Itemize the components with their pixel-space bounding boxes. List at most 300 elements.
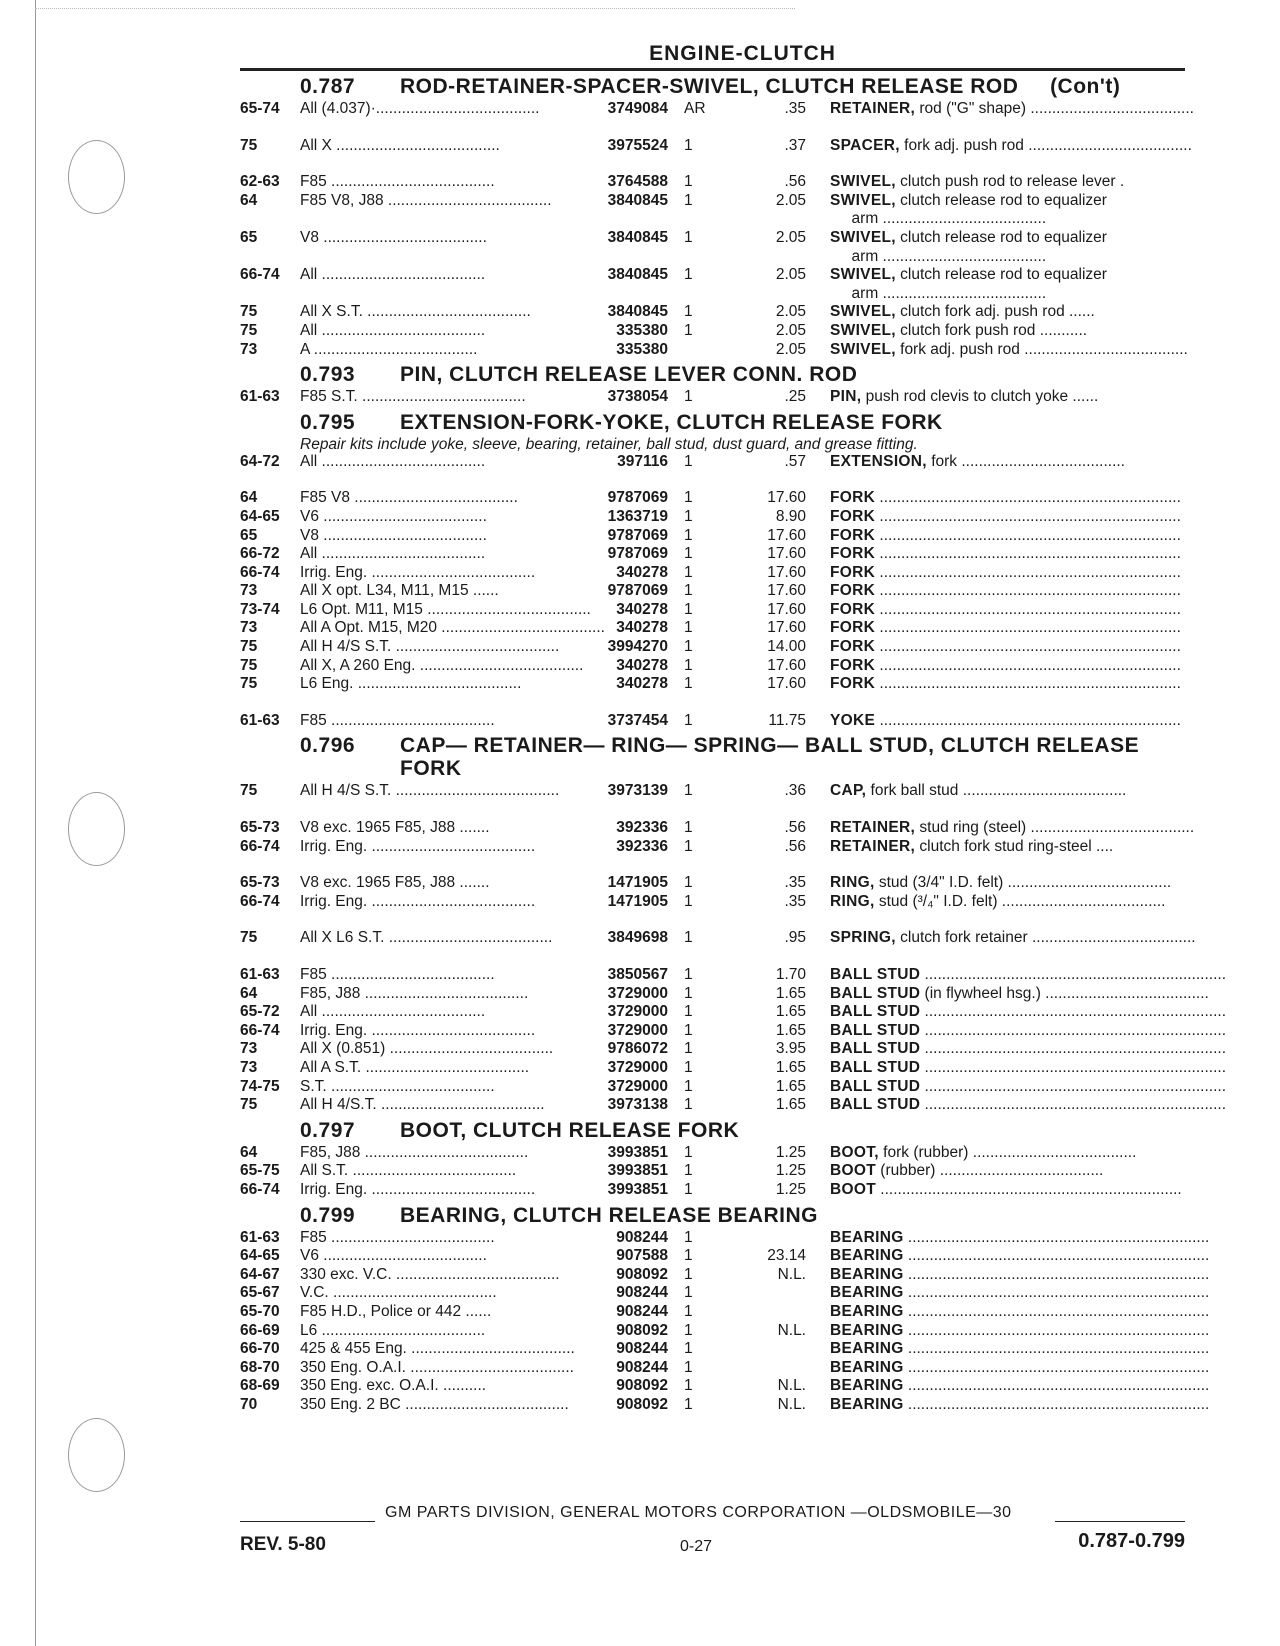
section-number: 0.795 bbox=[300, 410, 356, 434]
part-number-cell: 908244 bbox=[616, 1302, 668, 1320]
price-cell: N.L. bbox=[777, 1377, 806, 1395]
year-cell: 66-74 bbox=[240, 892, 280, 910]
description-cell bbox=[830, 601, 1185, 620]
section-title: BOOT, CLUTCH RELEASE FORK bbox=[400, 1118, 740, 1142]
model-cell: All ...................................... bbox=[300, 1003, 486, 1021]
description-cell bbox=[830, 1247, 1209, 1266]
year-cell: 61-63 bbox=[240, 388, 280, 406]
quantity-cell: 1 bbox=[684, 1077, 693, 1095]
description-text: ...................................................................... bbox=[903, 1228, 1210, 1246]
section-heading bbox=[240, 363, 1185, 386]
description-text: ...................................................................... bbox=[903, 1358, 1210, 1376]
description-cell bbox=[830, 210, 1185, 229]
part-row bbox=[240, 1040, 1227, 1059]
model-cell: F85 V8, J88 ...................................... bbox=[300, 191, 552, 209]
description-keyword: EXTENSION, bbox=[830, 452, 927, 470]
model-cell: All H 4/S S.T. ...................................... bbox=[300, 782, 560, 800]
price-cell: 1.65 bbox=[775, 1003, 806, 1021]
part-number-cell: 3975524 bbox=[607, 136, 668, 154]
year-cell: 62-63 bbox=[240, 173, 280, 191]
part-row bbox=[240, 893, 1185, 912]
price-cell: 17.60 bbox=[767, 545, 806, 563]
year-cell: 65-67 bbox=[240, 1284, 280, 1302]
year-cell: 64 bbox=[240, 984, 258, 1002]
description-cell bbox=[830, 100, 1194, 119]
model-cell: All S.T. ...................................... bbox=[300, 1162, 517, 1180]
year-cell: 66-74 bbox=[240, 1021, 280, 1039]
price-cell: .56 bbox=[784, 173, 806, 191]
description-cell bbox=[830, 1266, 1209, 1285]
description-keyword: YOKE bbox=[830, 711, 876, 729]
quantity-cell: 1 bbox=[684, 874, 693, 892]
part-row bbox=[240, 1162, 1185, 1181]
description-cell bbox=[830, 619, 1185, 638]
description-keyword: SWIVEL, bbox=[830, 228, 896, 246]
quantity-cell: 1 bbox=[684, 1096, 693, 1114]
description-text: ...................................................................... bbox=[875, 656, 1181, 674]
catalog-page bbox=[240, 42, 1227, 1414]
price-cell: 2.05 bbox=[775, 303, 806, 321]
quantity-cell: 1 bbox=[684, 1228, 693, 1246]
model-cell: L6 ...................................... bbox=[300, 1321, 486, 1339]
description-cell bbox=[830, 1284, 1209, 1303]
description-text: clutch fork adj. push rod ...... bbox=[895, 303, 1095, 321]
quantity-cell: 1 bbox=[684, 966, 693, 983]
model-cell: 330 exc. V.C. ...................................... bbox=[300, 1265, 560, 1283]
price-cell: .57 bbox=[784, 452, 806, 470]
part-number-cell: 3840845 bbox=[607, 303, 668, 321]
part-row bbox=[240, 229, 1185, 248]
description-text: ...................................................................... bbox=[903, 1395, 1210, 1413]
model-cell: Irrig. Eng. ...................................... bbox=[300, 563, 536, 581]
description-text: ...................................................................... bbox=[875, 526, 1181, 544]
description-keyword: BEARING bbox=[830, 1265, 904, 1283]
part-number-cell: 3729000 bbox=[607, 1077, 668, 1095]
quantity-cell: 1 bbox=[684, 1162, 693, 1180]
description-cell bbox=[830, 1229, 1209, 1248]
description-cell bbox=[830, 1003, 1226, 1022]
page-left-edge bbox=[35, 0, 36, 1646]
description-text: ...................................................................... bbox=[920, 1021, 1227, 1039]
description-keyword: SWIVEL, bbox=[830, 173, 896, 191]
description-keyword: FORK bbox=[830, 619, 876, 637]
part-number-cell: 3840845 bbox=[607, 228, 668, 246]
model-cell: All ...................................... bbox=[300, 545, 486, 563]
model-cell: All A Opt. M15, M20 ...................................... bbox=[300, 619, 605, 637]
description-text: ...................................................................... bbox=[920, 1096, 1227, 1114]
page-title: ENGINE-CLUTCH bbox=[649, 42, 836, 65]
quantity-cell: 1 bbox=[684, 266, 693, 284]
price-cell: 23.14 bbox=[767, 1247, 806, 1265]
year-cell: 64 bbox=[240, 489, 258, 507]
description-text: ...................................................................... bbox=[903, 1321, 1210, 1339]
description-keyword: RING, bbox=[830, 874, 875, 892]
part-row bbox=[240, 929, 1196, 948]
description-text: arm ...................................... bbox=[830, 247, 1047, 265]
part-number-cell: 3737454 bbox=[607, 711, 668, 729]
year-cell: 73 bbox=[240, 619, 258, 637]
description-keyword: SPRING, bbox=[830, 929, 896, 947]
model-cell: All A S.T. ...................................... bbox=[300, 1058, 530, 1076]
description-keyword: BALL STUD bbox=[830, 966, 921, 983]
part-row bbox=[240, 1003, 1227, 1022]
description-keyword: BALL STUD bbox=[830, 1077, 921, 1095]
price-cell: 1.25 bbox=[775, 1162, 806, 1180]
description-text: clutch push rod to release lever . bbox=[895, 173, 1125, 191]
description-cell bbox=[830, 192, 1185, 211]
section-title: CAP— RETAINER— RING— SPRING— BALL STUD, CLUTCH RELEASE FORK bbox=[400, 734, 1146, 781]
description-cell bbox=[830, 173, 1185, 192]
description-text: fork ...................................... bbox=[926, 452, 1125, 470]
description-cell bbox=[830, 838, 1185, 857]
part-number-cell: 908244 bbox=[616, 1358, 668, 1376]
part-row bbox=[240, 1247, 1210, 1266]
quantity-cell: 1 bbox=[684, 782, 693, 800]
model-cell: All X (0.851) ...................................... bbox=[300, 1040, 554, 1058]
quantity-cell: 1 bbox=[684, 507, 693, 525]
quantity-cell: 1 bbox=[684, 489, 693, 507]
part-row bbox=[240, 173, 1185, 192]
part-number-cell: 9787069 bbox=[607, 489, 668, 507]
part-row bbox=[240, 657, 1185, 676]
year-cell: 66-74 bbox=[240, 266, 280, 284]
part-number-cell: 3993851 bbox=[607, 1162, 668, 1180]
description-cell bbox=[830, 1144, 1185, 1163]
description-text: stud (3/4" I.D. felt) ...................................... bbox=[874, 874, 1172, 892]
description-text: ...................................................................... bbox=[920, 1040, 1227, 1058]
part-number-cell: 3729000 bbox=[607, 1058, 668, 1076]
part-row bbox=[240, 582, 1185, 601]
quantity-cell: 1 bbox=[684, 656, 693, 674]
description-keyword: RETAINER, bbox=[830, 100, 916, 117]
quantity-cell: 1 bbox=[684, 837, 693, 855]
model-cell: F85 V8 ...................................... bbox=[300, 489, 518, 507]
part-row bbox=[240, 1077, 1227, 1097]
model-cell: V8 ...................................... bbox=[300, 228, 487, 246]
model-cell: All X opt. L34, M11, M15 ...... bbox=[300, 582, 499, 600]
part-row bbox=[240, 1228, 1210, 1248]
part-row bbox=[240, 819, 1195, 838]
quantity-cell: 1 bbox=[684, 1247, 693, 1265]
quantity-cell: 1 bbox=[684, 545, 693, 563]
part-number-cell: 907588 bbox=[616, 1247, 668, 1265]
model-cell: 350 Eng. 2 BC ...................................... bbox=[300, 1395, 569, 1413]
description-cell bbox=[830, 1162, 1185, 1181]
description-text: ...................................................................... bbox=[903, 1377, 1210, 1395]
description-text: ...................................................................... bbox=[875, 619, 1181, 637]
section-note: Repair kits include yoke, sleeve, bearing, retainer, ball stud, dust guard, and grease fitting. bbox=[300, 435, 918, 453]
price-cell: .25 bbox=[784, 388, 806, 406]
quantity-cell: 1 bbox=[684, 1377, 693, 1395]
description-text: fork (rubber) ...................................... bbox=[878, 1143, 1137, 1161]
part-number-cell: 3849698 bbox=[607, 929, 668, 947]
section-number: 0.799 bbox=[300, 1203, 356, 1227]
part-number-cell: 9787069 bbox=[607, 526, 668, 544]
description-text: clutch release rod to equalizer bbox=[895, 228, 1107, 246]
price-cell: 1.65 bbox=[775, 1021, 806, 1039]
model-cell: All H 4/S S.T. ...................................... bbox=[300, 638, 560, 656]
description-cell bbox=[830, 638, 1185, 657]
part-number-cell: 9787069 bbox=[607, 582, 668, 600]
model-cell: All H 4/S.T. ...................................... bbox=[300, 1096, 545, 1114]
description-cell bbox=[830, 545, 1185, 564]
model-cell: All X L6 S.T. ...................................... bbox=[300, 929, 553, 947]
part-number-cell: 1471905 bbox=[607, 892, 668, 910]
description-cell bbox=[830, 985, 1209, 1004]
description-keyword: BALL STUD bbox=[830, 1096, 921, 1114]
page-footer bbox=[240, 1500, 1185, 1560]
part-number-cell: 1471905 bbox=[607, 874, 668, 892]
part-number-cell: 340278 bbox=[616, 619, 668, 637]
part-number-cell: 3738054 bbox=[607, 388, 668, 406]
description-keyword: BEARING bbox=[830, 1284, 904, 1302]
year-cell: 68-69 bbox=[240, 1377, 280, 1395]
part-row bbox=[240, 100, 1194, 119]
part-number-cell: 340278 bbox=[616, 675, 668, 693]
year-cell: 75 bbox=[240, 321, 258, 339]
price-cell: 17.60 bbox=[767, 582, 806, 600]
year-cell: 75 bbox=[240, 303, 258, 321]
description-keyword: BEARING bbox=[830, 1340, 904, 1358]
description-text: clutch release rod to equalizer bbox=[895, 266, 1107, 284]
model-cell: L6 Eng. ...................................... bbox=[300, 675, 522, 693]
description-cell bbox=[830, 893, 1185, 912]
part-number-cell: 3840845 bbox=[607, 191, 668, 209]
description-cell bbox=[830, 1340, 1209, 1359]
model-cell: F85 ...................................... bbox=[300, 173, 495, 191]
model-cell: 350 Eng. exc. O.A.I. .......... bbox=[300, 1377, 487, 1395]
description-keyword: BOOT bbox=[830, 1162, 876, 1180]
year-cell: 61-63 bbox=[240, 711, 280, 729]
part-row bbox=[240, 322, 1185, 341]
description-cell bbox=[830, 229, 1185, 248]
year-cell: 65 bbox=[240, 228, 258, 246]
model-cell: V6 ...................................... bbox=[300, 1247, 487, 1265]
section-0-787 bbox=[240, 75, 1194, 359]
description-cell bbox=[830, 1396, 1209, 1415]
part-row bbox=[240, 1302, 1210, 1322]
part-row bbox=[240, 489, 1185, 508]
description-text: ...................................................................... bbox=[903, 1340, 1210, 1358]
part-number-cell: 3850567 bbox=[607, 966, 668, 983]
part-number-cell: 908092 bbox=[616, 1377, 668, 1395]
description-text: ...................................................................... bbox=[875, 1180, 1182, 1198]
year-cell: 65-73 bbox=[240, 819, 280, 837]
year-cell: 64-72 bbox=[240, 452, 280, 470]
section-heading bbox=[240, 1204, 1185, 1227]
description-cell bbox=[830, 582, 1185, 601]
year-cell: 66-70 bbox=[240, 1340, 280, 1358]
description-keyword: BEARING bbox=[830, 1377, 904, 1395]
model-cell: All X ...................................... bbox=[300, 136, 500, 154]
model-cell: V8 ...................................... bbox=[300, 526, 487, 544]
quantity-cell: 1 bbox=[684, 321, 693, 339]
row-spacer bbox=[240, 155, 1185, 173]
part-number-cell: 3840845 bbox=[607, 266, 668, 284]
price-cell: N.L. bbox=[777, 1265, 806, 1283]
price-cell: .35 bbox=[784, 874, 806, 892]
year-cell: 61-63 bbox=[240, 1228, 280, 1246]
description-cell bbox=[830, 322, 1185, 341]
description-keyword: BALL STUD bbox=[830, 1003, 921, 1021]
description-cell bbox=[830, 966, 1226, 985]
year-cell: 75 bbox=[240, 656, 258, 674]
model-cell: 425 & 455 Eng. ...................................... bbox=[300, 1340, 575, 1358]
part-number-cell: 340278 bbox=[616, 600, 668, 618]
description-text: (in flywheel hsg.) ...................................... bbox=[920, 984, 1209, 1002]
part-number-cell: 335380 bbox=[616, 321, 668, 339]
quantity-cell: 1 bbox=[684, 1284, 693, 1302]
price-cell: 17.60 bbox=[767, 489, 806, 507]
description-text: ...................................................................... bbox=[875, 711, 1181, 729]
part-row bbox=[240, 136, 1192, 156]
description-cell bbox=[830, 1322, 1209, 1341]
description-cell bbox=[830, 1022, 1226, 1041]
description-text: (rubber) ...................................... bbox=[875, 1162, 1104, 1180]
description-text: ...................................................................... bbox=[875, 545, 1181, 563]
section-title: PIN, CLUTCH RELEASE LEVER CONN. ROD bbox=[400, 363, 858, 387]
description-text: ...................................................................... bbox=[903, 1284, 1210, 1302]
quantity-cell: 1 bbox=[684, 191, 693, 209]
model-cell: Irrig. Eng. ...................................... bbox=[300, 1021, 536, 1039]
description-cell bbox=[830, 1078, 1226, 1097]
quantity-cell: 1 bbox=[684, 892, 693, 910]
title-rule bbox=[240, 68, 1185, 71]
description-keyword: SWIVEL, bbox=[830, 191, 896, 209]
price-cell: N.L. bbox=[777, 1321, 806, 1339]
quantity-cell: 1 bbox=[684, 600, 693, 618]
price-cell: 2.05 bbox=[775, 266, 806, 284]
description-keyword: SPACER, bbox=[830, 136, 900, 154]
description-cell bbox=[830, 929, 1196, 948]
model-cell: V6 ...................................... bbox=[300, 507, 487, 525]
part-row bbox=[240, 838, 1185, 857]
price-cell: 14.00 bbox=[767, 638, 806, 656]
quantity-cell: 1 bbox=[684, 1143, 693, 1161]
model-cell: All (4.037)·...................................... bbox=[300, 100, 540, 117]
row-spacer bbox=[240, 119, 1185, 137]
description-keyword: SWIVEL, bbox=[830, 321, 896, 339]
description-text: arm ...................................... bbox=[830, 210, 1047, 228]
quantity-cell: 1 bbox=[684, 582, 693, 600]
price-cell: 11.75 bbox=[768, 711, 806, 729]
price-cell: 2.05 bbox=[775, 191, 806, 209]
model-cell: All X, A 260 Eng. ...................................... bbox=[300, 656, 584, 674]
part-number-cell: 3764588 bbox=[607, 173, 668, 191]
year-cell: 64-65 bbox=[240, 507, 280, 525]
part-number-cell: 3749084 bbox=[607, 100, 668, 117]
year-cell: 65-74 bbox=[240, 100, 280, 117]
description-keyword: BALL STUD bbox=[830, 1021, 921, 1039]
part-row bbox=[240, 966, 1227, 985]
description-text: ...................................................................... bbox=[875, 489, 1181, 507]
price-cell: .36 bbox=[784, 782, 806, 800]
description-keyword: FORK bbox=[830, 638, 876, 656]
quantity-cell: 1 bbox=[684, 228, 693, 246]
part-row bbox=[240, 266, 1185, 285]
part-number-cell: 392336 bbox=[616, 819, 668, 837]
quantity-cell: 1 bbox=[684, 1265, 693, 1283]
description-cell bbox=[830, 675, 1185, 694]
description-text: clutch fork push rod ........... bbox=[895, 321, 1088, 339]
description-keyword: BEARING bbox=[830, 1395, 904, 1413]
part-row bbox=[240, 1358, 1210, 1378]
model-cell: All ...................................... bbox=[300, 452, 486, 470]
description-cell bbox=[830, 1359, 1209, 1378]
description-text: ...................................................................... bbox=[920, 1058, 1227, 1076]
price-cell: .35 bbox=[784, 892, 806, 910]
model-cell: 350 Eng. O.A.I. ...................................... bbox=[300, 1358, 574, 1376]
section-heading bbox=[240, 1119, 1185, 1142]
model-cell: S.T. ...................................... bbox=[300, 1077, 495, 1095]
part-row bbox=[240, 564, 1185, 583]
description-keyword: FORK bbox=[830, 656, 876, 674]
part-number-cell: 3729000 bbox=[607, 1003, 668, 1021]
quantity-cell: 1 bbox=[684, 1180, 693, 1198]
description-cell bbox=[830, 266, 1185, 285]
description-cell bbox=[830, 782, 1185, 801]
year-cell: 65-72 bbox=[240, 1003, 280, 1021]
year-cell: 61-63 bbox=[240, 966, 280, 983]
description-cell bbox=[830, 712, 1185, 731]
quantity-cell: 1 bbox=[684, 303, 693, 321]
price-cell: 17.60 bbox=[767, 563, 806, 581]
description-text: arm ...................................... bbox=[830, 284, 1047, 302]
quantity-cell: 1 bbox=[684, 619, 693, 637]
section-number: 0.797 bbox=[300, 1118, 356, 1142]
footer-revision: REV. 5-80 bbox=[240, 1534, 326, 1555]
quantity-cell: 1 bbox=[684, 1058, 693, 1076]
part-number-cell: 9786072 bbox=[607, 1040, 668, 1058]
part-row bbox=[240, 712, 1185, 731]
description-cell bbox=[830, 819, 1194, 838]
model-cell: V8 exc. 1965 F85, J88 ....... bbox=[300, 874, 490, 892]
description-text: push rod clevis to clutch yoke ...... bbox=[861, 388, 1099, 406]
price-cell: .35 bbox=[784, 100, 806, 117]
page-top-edge bbox=[35, 8, 795, 9]
description-keyword: BEARING bbox=[830, 1358, 904, 1376]
footer-rule-left bbox=[240, 1521, 375, 1522]
description-text: ...................................................................... bbox=[920, 1077, 1227, 1095]
binder-hole-top bbox=[68, 140, 125, 214]
model-cell: L6 Opt. M11, M15 ...................................... bbox=[300, 600, 591, 618]
description-keyword: RETAINER, bbox=[830, 819, 916, 837]
part-row bbox=[240, 619, 1185, 638]
part-number-cell: 908092 bbox=[616, 1321, 668, 1339]
footer-rule-right bbox=[1055, 1521, 1185, 1522]
description-keyword: BALL STUD bbox=[830, 1040, 921, 1058]
quantity-cell: 1 bbox=[684, 136, 693, 154]
quantity-cell: 1 bbox=[684, 1395, 693, 1413]
part-row bbox=[240, 192, 1185, 211]
section-number: 0.796 bbox=[300, 734, 356, 758]
quantity-cell: 1 bbox=[684, 929, 693, 947]
description-keyword: PIN, bbox=[830, 388, 862, 406]
description-cell bbox=[830, 564, 1185, 583]
footer-page-number: 0-27 bbox=[680, 1538, 713, 1555]
model-cell: Irrig. Eng. ...................................... bbox=[300, 837, 536, 855]
quantity-cell: 1 bbox=[684, 1358, 693, 1376]
part-number-cell: 908092 bbox=[616, 1265, 668, 1283]
description-text: ...................................................................... bbox=[903, 1302, 1210, 1320]
price-cell: 2.05 bbox=[775, 321, 806, 339]
price-cell: 17.60 bbox=[767, 656, 806, 674]
price-cell: 1.65 bbox=[775, 1058, 806, 1076]
description-cell bbox=[830, 1040, 1226, 1059]
price-cell: .56 bbox=[784, 819, 806, 837]
quantity-cell: 1 bbox=[684, 1021, 693, 1039]
description-keyword: FORK bbox=[830, 675, 876, 693]
